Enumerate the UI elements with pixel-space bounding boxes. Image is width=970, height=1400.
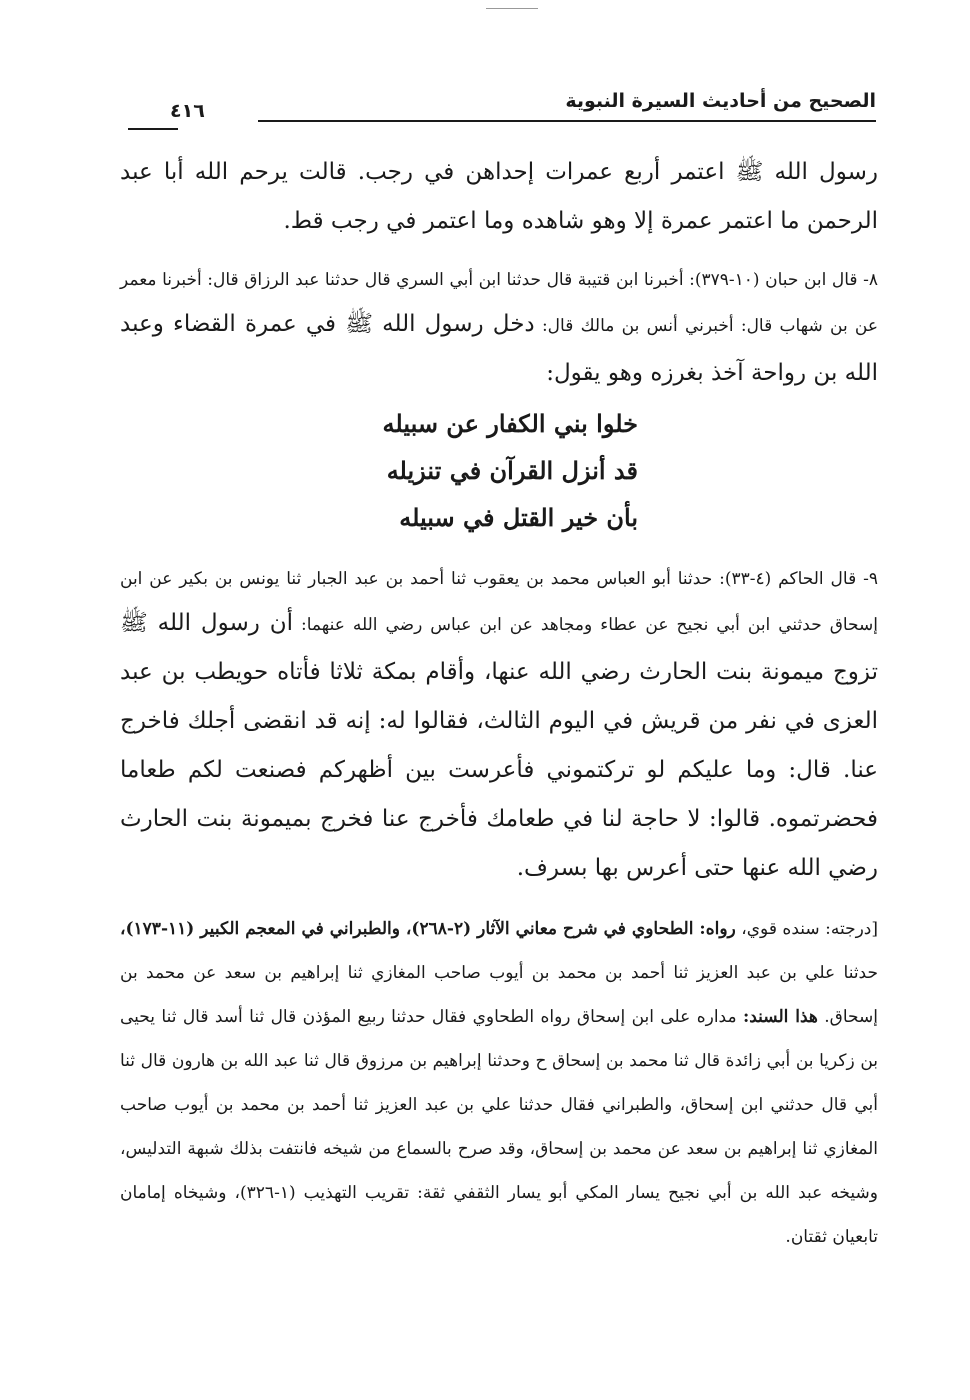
page-number-rule <box>128 128 178 130</box>
hadith-8-isnad: ٨- قال ابن حبان (١٠-٣٧٩): أخبرنا ابن قتيبة قال حدثنا ابن أبي السري قال حدثنا عبد الرزاق قال: أخبرنا معمر عن بن شهاب قال: أخبرني أنس بن مالك قال: <box>120 270 879 336</box>
hadith-9-matn: أن رسول الله ﷺ تزوج ميمونة بنت الحارث رضي الله عنها، وأقام بمكة ثلاثا فأتاه حويطب بن عبد العزى في نفر من قريش في اليوم الثالث، فقالوا له: إنه قد انقضى أجلك فاخرج عنا. قال: وما عليكم لو تركتموني فأعرست بين أظهركم فصنعت لكم طعاما فحضرتموه. قالوا: لا حاجة لنا في طعامك فأخرج عنا فخرج بميمونة بنت الحارث رضي الله عنها حتى أعرس بها بسرف. <box>120 610 878 881</box>
grading-sources: رواه: الطحاوي في شرح معاني الآثار (٢-٢٦٨)، والطبراني في المعجم الكبير (١١-١٧٣)، <box>120 919 736 939</box>
hadith-8-paragraph <box>120 260 878 398</box>
page-body <box>120 148 878 1259</box>
grading-sanad-label: هذا السند: <box>742 1007 818 1027</box>
page-number-box <box>128 90 258 124</box>
hadith-8-matn: دخل رسول الله ﷺ في عمرة القضاء وعبد الله بن رواحة آخذ بغرزه وهو يقول: <box>120 311 878 386</box>
hadith-9-paragraph <box>120 559 878 893</box>
poem-verse-2: قد أنزل القرآن في تنزيله <box>386 456 638 485</box>
hadith-9-isnad: ٩- قال الحاكم (٤-٣٣): حدثنا أبو العباس محمد بن يعقوب ثنا أحمد بن عبد الجبار ثنا يونس بن بكير عن ابن إسحاق حدثني ابن أبي نجيح عن عطاء ومجاهد عن ابن عباس رضي الله عنهما: <box>120 569 879 635</box>
poem-verse-3: بأن خير القتل في سبيله <box>399 503 638 532</box>
spacer <box>120 246 878 260</box>
grading-open: [درجته: سنده قوي، <box>741 919 879 939</box>
grading-paragraph <box>120 907 878 1259</box>
grading-analysis: مداره على ابن إسحاق رواه الطحاوي فقال حدثنا ربيع المؤذن قال ثنا أسد قال ثنا يحيى بن زكريا بن أبي زائدة قال ثنا محمد بن إسحاق ح وحدثنا إبراهيم بن مرزوق قال ثنا عبد الله بن هارون قال ثنا أبي قال حدثني ابن إسحاق، والطبراني فقال حدثنا علي بن عبد العزيز ثنا أحمد بن محمد بن أيوب صاحب المغازي ثنا إبراهيم بن سعد عن محمد بن إسحاق، وقد صرح بالسماع من شيخه فانتفت بذلك شبهة التدليس، وشيخه عبد الله بن أبي نجيح يسار المكي أبو يسار الثقفي ثقة: تقريب التهذيب (١-٣٢٦)، وشيخاه إمامان تابعيان ثقتان. <box>120 1007 878 1247</box>
continuation-paragraph: رسول الله ﷺ اعتمر أربع عمرات إحداهن في رجب. قالت يرحم الله أبا عبد الرحمن ما اعتمر عمرة إلا وهو شاهده وما اعتمر في رجب قط. <box>120 159 878 234</box>
running-header <box>128 84 876 124</box>
spacer <box>120 545 878 559</box>
poem-verse-1: خلوا بني الكفار عن سبيله <box>382 409 638 438</box>
poem-verses <box>120 400 878 541</box>
spacer <box>120 893 878 907</box>
grading-chain: حدثنا علي بن عبد العزيز ثنا أحمد بن محمد بن أيوب صاحب المغازي ثنا إبراهيم بن سعد عن محمد بن إسحاق. <box>120 963 878 1027</box>
page-number: ٤١٦ <box>170 100 205 122</box>
book-title: الصحيح من أحاديث السيرة النبوية <box>565 90 876 112</box>
top-edge-mark <box>486 8 538 9</box>
